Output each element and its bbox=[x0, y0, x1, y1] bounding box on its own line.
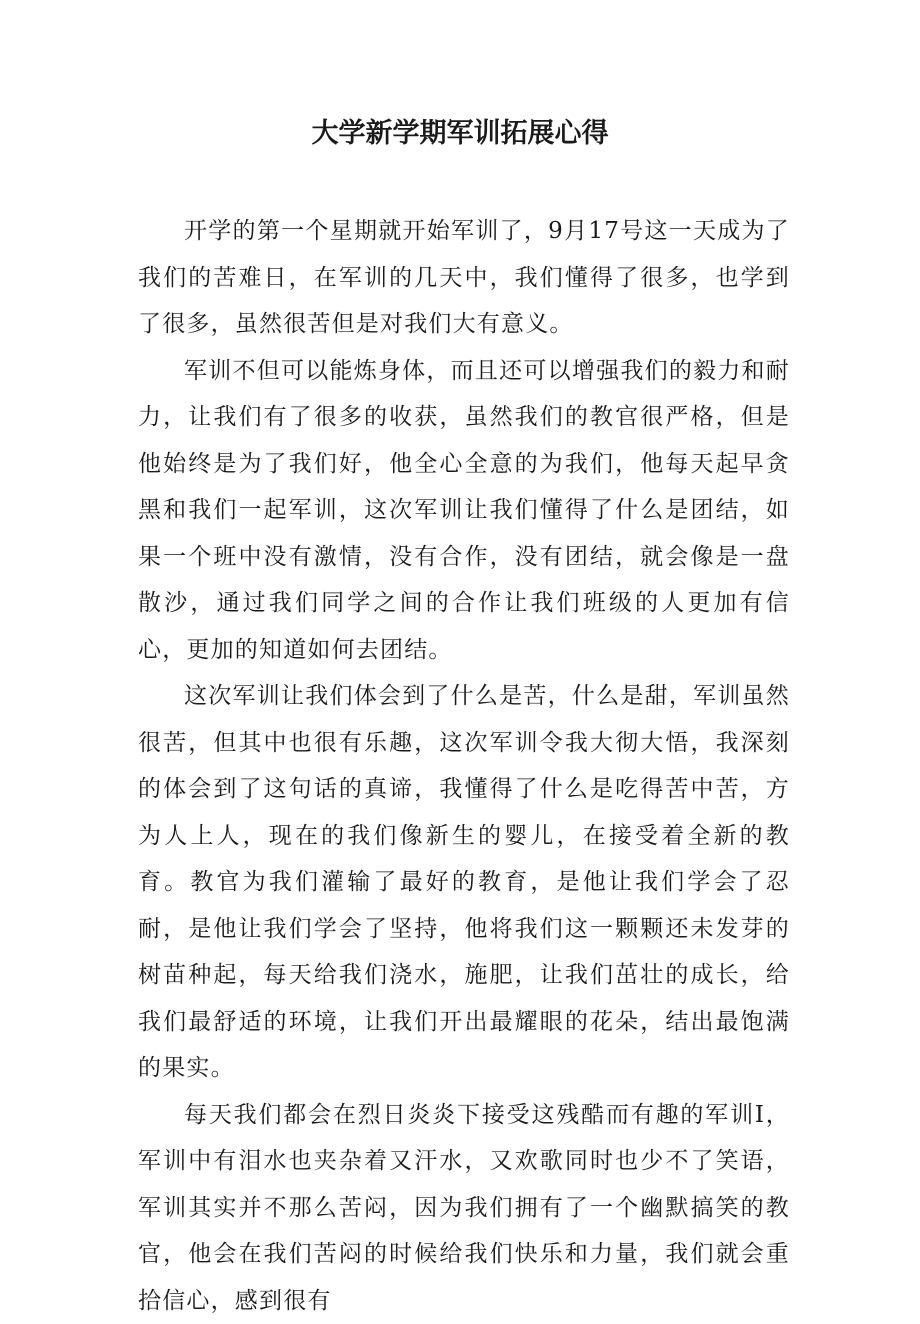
paragraph-3: 这次军训让我们体会到了什么是苦，什么是甜，军训虽然很苦，但其中也很有乐趣，这次军训令我大彻大悟，我深刻的体会到了这句话的真谛，我懂得了什么是吃得苦中苦，方为人上人，现在的我们像新生的婴儿，在接受着全新的教育。教官为我们灌输了最好的教育，是他让我们学会了忍耐，是他让我们学会了坚持，他将我们这一颗颗还未发芽的树苗种起，每天给我们浇水，施肥，让我们茁壮的成长，给我们最舒适的环境，让我们开出最耀眼的花朵，结出最饱满的果实。 bbox=[138, 673, 790, 1092]
paragraph-4: 每天我们都会在烈日炎炎下接受这残酷而有趣的军训I，军训中有泪水也夹杂着又汗水，又欢歌同时也少不了笑语，军训其实并不那么苦闷，因为我们拥有了一个幽默搞笑的教官，他会在我们苦闷的时候给我们快乐和力量，我们就会重拾信心，感到很有 bbox=[138, 1092, 790, 1324]
document-title: 大学新学期军训拓展心得 bbox=[0, 118, 920, 150]
paragraph-1: 开学的第一个星期就开始军训了，9月17号这一天成为了我们的苦难日，在军训的几天中，我们懂得了很多，也学到了很多，虽然很苦但是对我们大有意义。 bbox=[138, 208, 790, 348]
document-body bbox=[138, 208, 790, 1324]
paragraph-2: 军训不但可以能炼身体，而且还可以增强我们的毅力和耐力，让我们有了很多的收获，虽然我们的教官很严格，但是他始终是为了我们好，他全心全意的为我们，他每天起早贪黑和我们一起军训，这次军训让我们懂得了什么是团结，如果一个班中没有激情，没有合作，没有团结，就会像是一盘散沙，通过我们同学之间的合作让我们班级的人更加有信心，更加的知道如何去团结。 bbox=[138, 348, 790, 674]
